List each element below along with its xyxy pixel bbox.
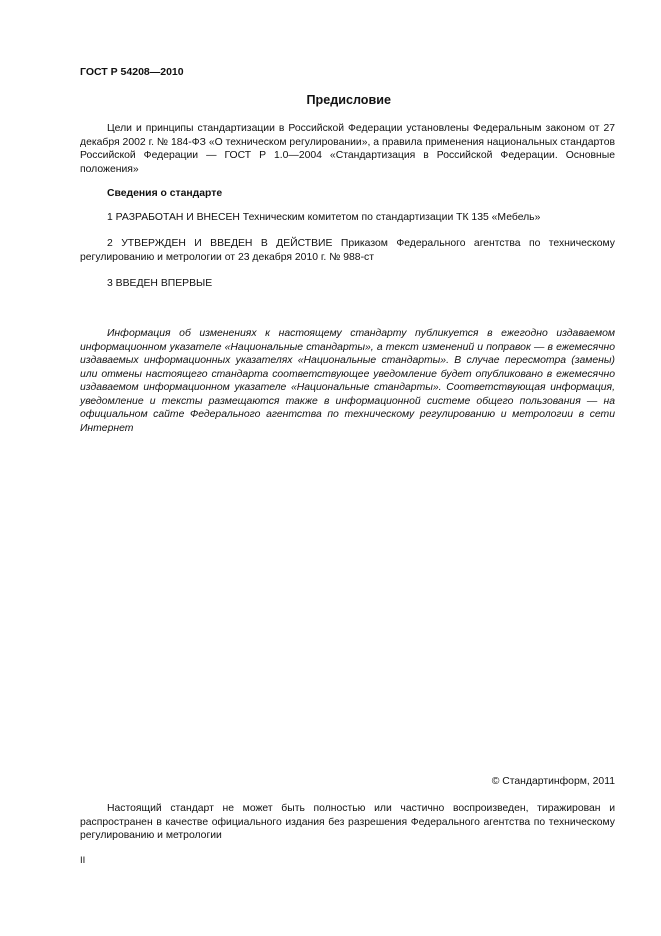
standard-info-item-2: 2 УТВЕРЖДЕН И ВВЕДЕН В ДЕЙСТВИЕ Приказом Федерального агентства по техническому регулированию и метрологии от 23 декабря 2010 г. № 988-ст (80, 238, 615, 263)
document-code: ГОСТ Р 54208—2010 (80, 66, 184, 78)
standard-info-heading: Сведения о стандарте (107, 188, 223, 199)
reproduction-notice: Настоящий стандарт не может быть полностью или частично воспроизведен, тиражирован и распространен в качестве официального издания без разрешения Федерального агентства по техническому регулированию и метрологии (80, 803, 615, 841)
changes-information: Информация об изменениях к настоящему стандарту публикуется в ежегодно издаваемом информационном указателе «Национальные стандарты», а текст изменений и поправок — в ежемесячно издаваемых информационных указателях «Национальные стандарты». В случае пересмотра (замены) или отмены настоящего стандарта соответствующее уведомление будет опубликовано в ежемесячно издаваемом информационном указателе «Национальные стандарты». Соответствующая информация, уведомление и тексты размещаются также в информационной системе общего пользования — на официальном сайте Федерального агентства по техническому регулированию и метрологии в сети Интернет (80, 328, 615, 434)
standard-info-item-3: 3 ВВЕДЕН ВПЕРВЫЕ (107, 278, 213, 289)
copyright-notice: © Стандартинформ, 2011 (491, 776, 615, 787)
page-number: II (80, 855, 86, 866)
preface-intro: Цели и принципы стандартизации в Российской Федерации установлены Федеральным законом от 27 декабря 2002 г. № 184-ФЗ «О техническом регулировании», а правила применения национальных стандартов Российской Федерации — ГОСТ Р 1.0—2004 «Стандартизация в Российской Федерации. Основные положения» (80, 123, 615, 175)
preface-title: Предисловие (306, 93, 391, 107)
standard-info-item-1: 1 РАЗРАБОТАН И ВНЕСЕН Техническим комитетом по стандартизации ТК 135 «Мебель» (107, 212, 541, 223)
